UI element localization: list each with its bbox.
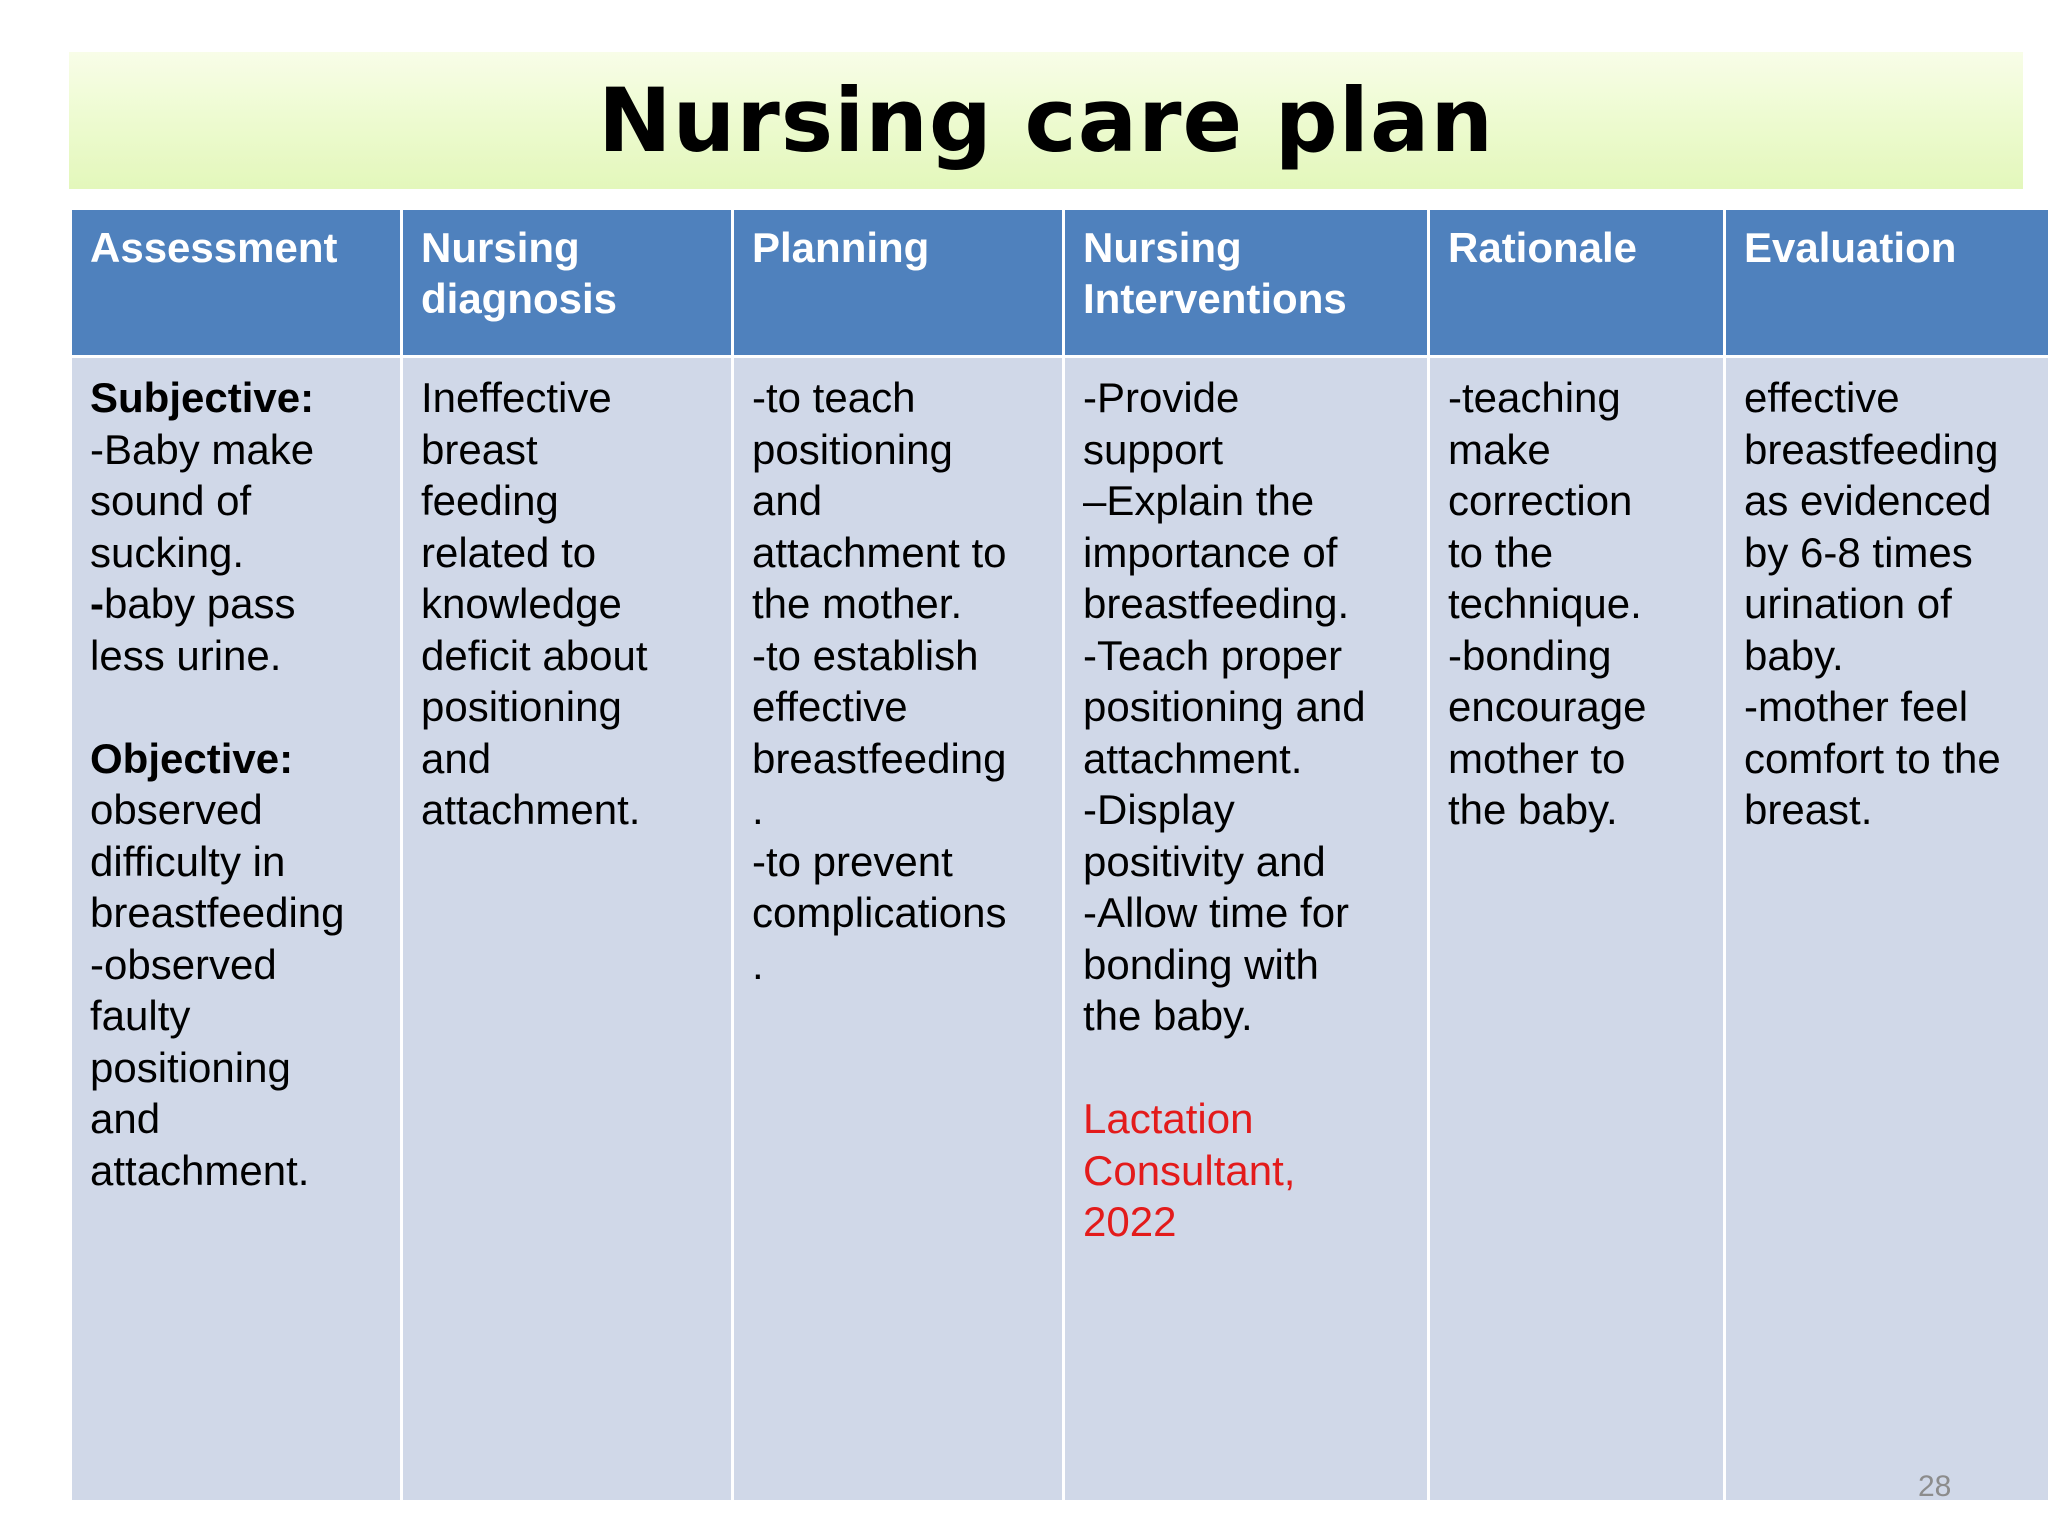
cell-line: -Display xyxy=(1083,786,1235,833)
page-number: 28 xyxy=(1918,1470,1952,1503)
cell-line: complications xyxy=(752,889,1007,936)
cell-line: and xyxy=(90,1095,161,1142)
cell-line: mother to xyxy=(1448,734,1626,782)
cell-line: -Baby make xyxy=(90,425,315,473)
cell-line: -Provide xyxy=(1083,374,1240,421)
cell-line: positioning xyxy=(90,1043,291,1091)
cell-line: the baby. xyxy=(1083,992,1253,1039)
header-line: Assessment xyxy=(90,224,338,271)
cell-line: -to teach xyxy=(752,374,916,421)
cell-line: . xyxy=(752,786,764,833)
cell-line xyxy=(90,578,382,630)
header-line: Rationale xyxy=(1448,224,1638,271)
cell-line: baby. xyxy=(1744,631,1844,679)
column-header-nursing-interventions xyxy=(1065,210,1427,355)
cell-line: difficulty in xyxy=(90,837,286,885)
cell-line: as evidenced xyxy=(1744,477,1992,524)
cell-line: attachment. xyxy=(90,1146,310,1194)
cell-line: . xyxy=(752,940,764,988)
cell-assessment xyxy=(72,358,400,1500)
cell-line: breastfeeding xyxy=(752,734,1007,782)
cell-line: the mother. xyxy=(752,580,963,627)
cell-line: importance of xyxy=(1083,528,1338,576)
cell-line: less urine. xyxy=(90,631,282,679)
header-line: Planning xyxy=(752,224,930,271)
cell-line: comfort to the xyxy=(1744,734,2001,782)
cell-line: related to xyxy=(421,528,597,576)
title-band xyxy=(69,52,2023,189)
cell-line: Ineffective xyxy=(421,374,612,421)
cell-line: breastfeeding xyxy=(90,889,345,936)
cell-line: sucking. xyxy=(90,528,245,576)
cell-evaluation xyxy=(1726,358,2048,1500)
cell-rationale xyxy=(1430,358,1723,1500)
cell-line: -to prevent xyxy=(752,837,953,885)
cell-line: urination of xyxy=(1744,580,1952,627)
cell-line: attachment. xyxy=(421,786,641,833)
cell-line: –Explain the xyxy=(1083,477,1315,524)
cell-line: observed xyxy=(90,786,263,833)
header-line: Nursing xyxy=(421,224,580,271)
cell-line: breastfeeding. xyxy=(1083,580,1350,627)
cell-line: and xyxy=(752,477,823,524)
cell-line: positivity and xyxy=(1083,837,1326,885)
cell-line: -teaching xyxy=(1448,374,1621,421)
cell-line: attachment to xyxy=(752,528,1007,576)
header-line: Evaluation xyxy=(1744,224,1957,271)
cell-line: positioning and xyxy=(1083,683,1366,730)
cell-line: effective xyxy=(1744,374,1900,421)
cell-line: technique. xyxy=(1448,580,1642,627)
cell-line: effective xyxy=(752,683,908,730)
cell-line: -Allow time for xyxy=(1083,889,1350,936)
cell-line: deficit about xyxy=(421,631,648,679)
cell-line-text: baby pass xyxy=(104,580,296,627)
cell-nursing-interventions xyxy=(1065,358,1427,1500)
bold-dash: - xyxy=(90,580,104,627)
cell-line: breast xyxy=(421,425,538,473)
cell-line: -Teach proper xyxy=(1083,631,1343,679)
header-line: Interventions xyxy=(1083,275,1347,322)
citation-line: Lactation xyxy=(1083,1095,1254,1142)
column-header-assessment xyxy=(72,210,400,355)
table-row xyxy=(72,358,2048,1500)
citation-line: 2022 xyxy=(1083,1198,1177,1245)
column-header-planning xyxy=(734,210,1062,355)
cell-line: encourage xyxy=(1448,683,1647,730)
column-header-rationale xyxy=(1430,210,1723,355)
cell-planning xyxy=(734,358,1062,1500)
cell-line: support xyxy=(1083,425,1224,473)
citation-line: Consultant, xyxy=(1083,1146,1296,1194)
cell-line: breast. xyxy=(1744,786,1873,833)
spacer xyxy=(90,681,382,733)
cell-line: -bonding xyxy=(1448,631,1612,679)
slide-title: Nursing care plan xyxy=(598,69,1494,172)
cell-line: make xyxy=(1448,425,1551,473)
header-line: Nursing xyxy=(1083,224,1242,271)
cell-line: bonding with xyxy=(1083,940,1319,988)
cell-line: feeding xyxy=(421,477,559,524)
column-header-nursing-diagnosis xyxy=(403,210,731,355)
cell-line: the baby. xyxy=(1448,786,1618,833)
cell-line: positioning xyxy=(752,425,953,473)
cell-line: and xyxy=(421,734,492,782)
cell-line: knowledge xyxy=(421,580,622,627)
cell-line: breastfeeding xyxy=(1744,425,1999,473)
subjective-label: Subjective: xyxy=(90,374,315,421)
cell-line: faulty xyxy=(90,992,191,1039)
cell-line: -observed xyxy=(90,940,277,988)
spacer xyxy=(1083,1042,1409,1094)
column-header-evaluation xyxy=(1726,210,2048,355)
cell-line: by 6-8 times xyxy=(1744,528,1973,576)
cell-line: -mother feel xyxy=(1744,683,1969,730)
cell-line: to the xyxy=(1448,528,1554,576)
cell-line: -to establish xyxy=(752,631,979,679)
cell-line: correction xyxy=(1448,477,1633,524)
cell-line: positioning xyxy=(421,683,622,730)
objective-label: Objective: xyxy=(90,734,294,782)
cell-line: attachment. xyxy=(1083,734,1303,782)
header-line: diagnosis xyxy=(421,275,618,322)
table-header-row xyxy=(72,210,2048,355)
cell-line: sound of xyxy=(90,477,252,524)
care-plan-table xyxy=(69,207,2048,1503)
cell-nursing-diagnosis xyxy=(403,358,731,1500)
